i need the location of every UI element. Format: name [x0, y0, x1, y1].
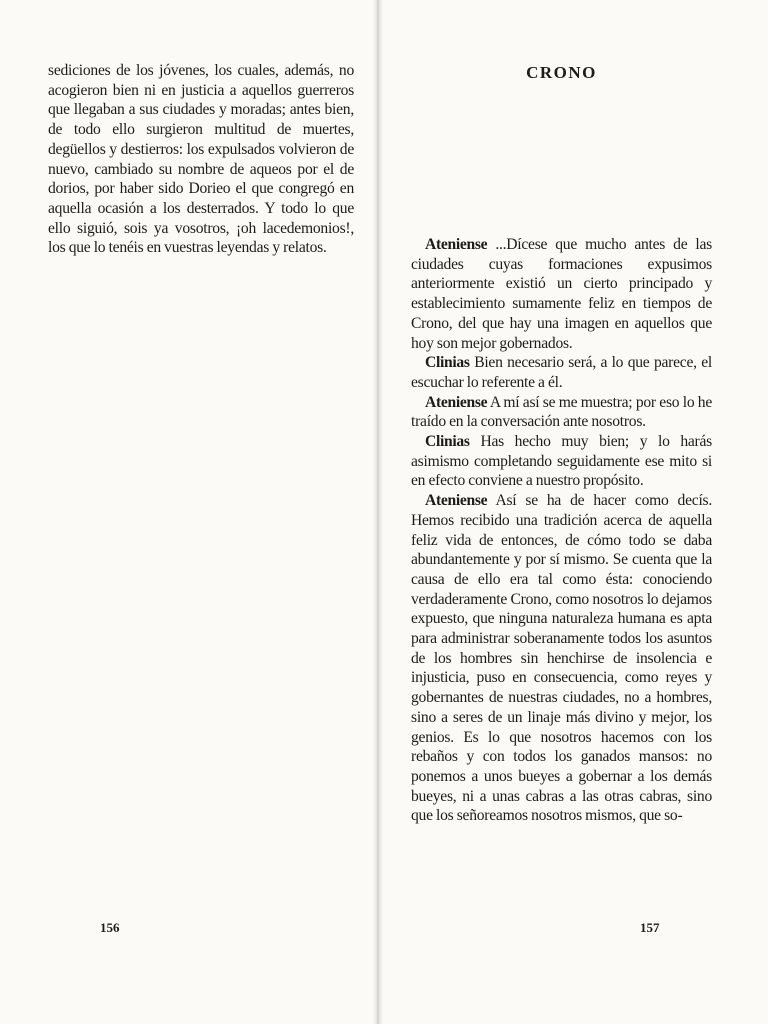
- dialogue-text: ...Dícese que mucho antes de las ciudades cuyas formaciones expusimos anteriormente existió un cierto principado y establecimiento sumamente feliz en tiempos de Crono, del que hay una imagen en aquellos que hoy son mejor gobernados.: [411, 236, 713, 352]
- speaker-name: Clinias: [425, 433, 470, 451]
- left-page-paragraph: sediciones de los jóvenes, los cuales, además, no acogieron bien ni en justicia a aquellos guerreros que llegaban a sus ciudades y moradas; antes bien, de todo ello surgieron multitud de muertes, degüellos y destierros: los expulsados volvieron de nuevo, cambiado su nombre de aqueos por el de dorios, por haber sido Dorieo el que congregó en aquella ocasión a los desterrados. Y todo lo que ello siguió, sois ya vosotros, ¡oh lacedemonios!, los que lo tenéis en vuestras leyendas y relatos.: [48, 62, 354, 257]
- dialogue: [411, 235, 712, 826]
- speaker-name: Clinias: [425, 354, 470, 372]
- speaker-name: Ateniense: [425, 492, 488, 510]
- dialogue-turn: [411, 393, 712, 432]
- right-page-number: 157: [640, 920, 660, 935]
- left-page-number: 156: [100, 920, 120, 935]
- dialogue-text: A mí así se me muestra; por eso lo he traído en la conversación ante nosotros.: [411, 393, 713, 431]
- dialogue-turn: [411, 491, 712, 826]
- right-page: [411, 0, 712, 1024]
- chapter-title: CRONO: [526, 63, 597, 82]
- page-gutter: [373, 0, 383, 1024]
- dialogue-text: Has hecho muy bien; y lo harás asimismo completando seguidamente ese mito si en efecto conviene a nuestro propósito.: [411, 433, 712, 490]
- dialogue-turn: [411, 235, 712, 353]
- speaker-name: Ateniense: [425, 393, 488, 411]
- left-page: [48, 0, 354, 1024]
- dialogue-turn: [411, 353, 712, 392]
- speaker-name: Ateniense: [425, 236, 488, 253]
- dialogue-text: Así se ha de hacer como decís. Hemos recibido una tradición acerca de aquella feliz vida de entonces, de cómo todo se daba abundantemente y por sí mismo. Se cuenta que la causa de ello era tal como ésta: conociendo verdaderamente Crono, como nosotros lo dejamos expuesto, que ninguna naturaleza humana es apta para administrar soberanamente todos los asuntos de los hombres sin henchirse de insolencia e injusticia, puso en consecuencia, como reyes y gobernantes de nuestras ciudades, no a hombres, sino a seres de un linaje más divino y mejor, los genios. Es lo que nosotros hacemos con los rebaños y con todos los ganados mansos: no ponemos a unos bueyes a gobernar a los demás bueyes, ni a unas cabras a las otras cabras, sino que los señoreamos nosotros mismos, que so-: [411, 492, 713, 825]
- dialogue-turn: [411, 432, 712, 491]
- dialogue-text: Bien necesario será, a lo que parece, el escuchar lo referente a él.: [411, 354, 712, 391]
